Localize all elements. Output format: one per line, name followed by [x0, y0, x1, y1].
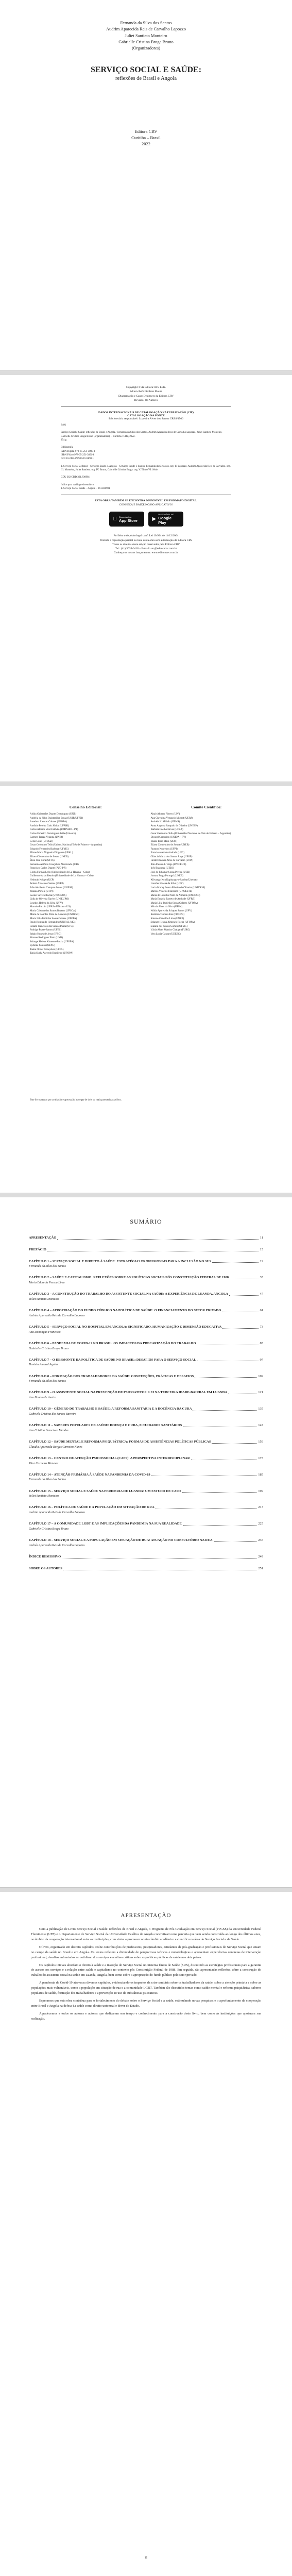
publisher-name: Editora CRV [134, 129, 158, 134]
publisher-city: Curitiba – Brasil [131, 134, 161, 140]
toc-entry-title: CAPÍTULO 7 – O DESMONTE DA POLÍTICA DE SAÚDE NO BRASIL: DESAFIOS PARA O SERVIÇO SOCIAL [29, 1358, 196, 1362]
toc-entry-title: CAPÍTULO 10 – GÊNERO DO TRABALHO E SAÚDE: A REFORMA SANITÁRIA E A DOCÊNCIA DA CURA [29, 1407, 192, 1411]
toc-leader-dots [156, 1505, 257, 1509]
toc-entry-author: Fernanda da Silva dos Santos [29, 1478, 66, 1482]
toc-entry-page: 61 [260, 1309, 263, 1313]
toc-entry-title: CAPÍTULO 9 – O ASSISTENTE SOCIAL NA PREVENÇÃO DE PSICOATIVOS: LEI NA TERCEIRA IDADE-BAIRRAL EM LUANDA [29, 1391, 228, 1395]
google-play-badge[interactable] [148, 512, 183, 527]
toc-entry-page: 135 [258, 1407, 263, 1411]
toc-entry-author: Ana Domingas Francisco [29, 1330, 61, 1334]
toc-entry-page: 47 [260, 1292, 263, 1296]
toc-entry-author: Daniela Amaral Aguiar [29, 1363, 58, 1367]
toc-entry-title: ÍNDICE REMISSIVO [29, 1555, 61, 1558]
toc-leader-dots [197, 1358, 259, 1362]
catalog-librarian: Bibliotecária responsável: Luzenira Alves dos Santos CRB9/1506 [109, 417, 183, 420]
toc-entry[interactable] [29, 1325, 263, 1334]
toc-entry-page: 225 [258, 1522, 263, 1526]
presentation-title: APRESENTAÇÃO [121, 1912, 171, 1919]
book-subtitle: reflexões de Brasil e Angola [115, 75, 177, 81]
toc-entry[interactable] [29, 1375, 263, 1384]
toc-leader-dots [182, 1489, 257, 1493]
toc-entry[interactable] [29, 1276, 263, 1285]
page-number: 11 [144, 2556, 148, 2560]
toc-leader-dots [212, 1260, 259, 1263]
toc-entry-title: CAPÍTULO 8 – FORMAÇÃO DOS TRABALHADORES DA SAÚDE: CONCEPÇÕES, PRÁTICAS E DESAFIOS [29, 1374, 194, 1378]
toc-entry-page: 15 [260, 1247, 263, 1251]
toc-entry[interactable] [29, 1555, 263, 1560]
editorial-council-title: Conselho Editorial: [69, 805, 102, 809]
play-icon: ▶ [152, 516, 157, 522]
toc-entry-title: CAPÍTULO 11 – SABERES POPULARES DE SAÚDE: DOENÇA E CURA, E CUIDADOS SANITÁRIOS [29, 1423, 182, 1428]
app-notice: CONHEÇA E BAIXE NOSSO APLICATIVO! [119, 503, 173, 507]
toc-entry[interactable] [29, 1309, 263, 1318]
badge-caption: DISPONÍVEL NO [158, 513, 175, 516]
toc-entry[interactable] [29, 1423, 263, 1433]
toc-entry-page: 121 [258, 1391, 263, 1395]
organizers-list [0, 20, 292, 52]
diagram-line: Diagramação e Capa: Designers da Editora CRV [118, 394, 174, 398]
app-badges [61, 512, 231, 527]
toc-entry-author: Ana Nambuele Ausiro [29, 1396, 56, 1400]
toc-entry-title: CAPÍTULO 2 – SAÚDE E CAPITALISMO: REFLEXÕES SOBRE AS POLÍTICAS SOCIAIS PÓS CONSTITUIÇÃO FEDERAL DE 1988 [29, 1276, 229, 1280]
toc-page [0, 1197, 292, 1888]
toc-entry-page: 249 [258, 1555, 263, 1558]
toc-entry-page: 251 [258, 1566, 263, 1570]
toc-entry-title: CAPÍTULO 18 – SERVIÇO SOCIAL E A POPULAÇÃO EM SITUAÇÃO DE RUA: ATUAÇÃO NO CONSULTÓRIO NA RUA [29, 1538, 213, 1543]
badge-store-name: App Store [115, 518, 134, 523]
toc-entry-author: Fernanda da Silva dos Santos [29, 1380, 66, 1383]
toc-entry-title: CAPÍTULO 14 – ATENÇÃO PRIMÁRIA À SAÚDE NA PANDEMIA DA COVID-19 [29, 1472, 150, 1477]
toc-entry-author: Juliet Santieto Monteiro [29, 1298, 59, 1301]
toc-entry-page: 159 [258, 1439, 263, 1444]
toc-leader-dots [197, 1342, 259, 1345]
copyright-page [0, 375, 292, 782]
editorial-council-members: Aldira Guimarães Duarte Domínguez (UNB) Andréia da Silva Quintanilha Sousa (UNIR/UFRN) Anselmo Alencar Colares (UFOPA) Antônio Pereira Gaio Júnior (UFRRJ) Carlos Alberto Vilar Estêvão (UMINHO – PT) Carlos Federico Dominguez Avila (Unieuro) Carmen Tereza Velanga (UNIR) Celso Conti (UFSCar) Cesar Gerónimo Tello (Univer. Nacional Três de Febrero – Argentina) Eduardo Fernandes Barbosa (UFMG) Elione Maria Nogueira Diogenes (UFAL) Elizeu Clementino de Souza (UNEB) Élsio José Corá (UFFS) Fernando Antônio Gonçalves Alcoforado (IPB) Francisco Carlos Duarte (PUC-PR) Gloria Fariñas León (Universidade de La Havana – Cuba) Guillermo Arias Beatón (Universidade de La Havana – Cuba) Helmuth Krüger (UCP) Jailson Alves dos Santos (UFRJ) João Adalberto Campato Junior (UNESP) Josania Portela (UFPI) Leonel Severo Rocha (UNISINOS) Lídia de Oliveira Xavier (UNIEURO) Lourdes Helena da Silva (UFV) Marcelo Paixão (UFRJ e UTexas – US) Maria Cristina dos Santos Bezerra (UFSCar) Maria de Lourdes Pinto de Almeida (UNOESC) Maria Lília Imbiriba Sousa Colares (UFOPA) Paulo Romualdo Hernandes (UNIFAL-MG) Renato Francisco dos Santos Paula (UFG) Rodrigo Pratte-Santos (UFES) Sérgio Nunes de Jesus (IFRO) Simone Rodrigues Pinto (UNB) Solange Helena Ximenes-Rocha (UFOPA) Sydione Santos (UEPG) Tadeu Oliver Gonçalves (UFPA) Tania Suely Azevedo Brasileiro (UFOPA) [30, 813, 102, 955]
toc-entry-page: 237 [258, 1538, 263, 1543]
toc-entry-author: Claudia Aparecida Borges Carneiro Nunes [29, 1445, 82, 1449]
paragraph: A pandemia de Covid-19 atravessa diversos capítulos, evidenciando os impactos da crise sanitária sobre os trabalhadores da saúde, sobre a atenção primária e sobre as populações mais vulneráveis, como a população em situação de rua e a comunidade LGBT. Também são discutidos temas como saúde mental e reforma psiquiátrica, saberes populares de saúde, formação dos trabalhadores e a prevenção ao uso de substâncias psicoativas. [31, 1981, 261, 1995]
scientific-committee-title: Comitê Científico: [191, 805, 222, 809]
toc-entry-page: 73 [260, 1325, 263, 1329]
revision-line: Revisão: Os Autores [134, 398, 158, 402]
toc-entry-title: PREFÁCIO [29, 1247, 46, 1251]
author-name: Juliet Santieto Monteiro [125, 32, 167, 38]
paragraph: Agradecemos a todos os autores e autoras que dedicaram seu tempo e conhecimento para a construção deste livro, bem como às instituições que apoiaram sua realização. [31, 2011, 261, 2021]
toc-entry[interactable] [29, 1260, 263, 1269]
publication-year: 2022 [142, 141, 150, 146]
digital-notice: ESTA OBRA TAMBÉM SE ENCONTRA DISPONÍVEL EM FORMATO DIGITAL. [95, 499, 197, 503]
toc-entry[interactable] [29, 1358, 263, 1367]
toc-list [29, 1236, 263, 1571]
toc-leader-dots [195, 1375, 257, 1378]
toc-leader-dots [230, 1276, 259, 1279]
toc-leader-dots [222, 1325, 259, 1329]
toc-entry-author: Andréa Aparecida Reis de Carvalho Lapozzo [29, 1314, 85, 1317]
scientific-committee [151, 805, 263, 956]
toc-leader-dots [193, 1407, 257, 1411]
toc-entry-author: Audrim Aparecida Reis de Carvalho Lapozzo [29, 1511, 85, 1515]
toc-entry-page: 97 [260, 1358, 263, 1362]
toc-entry-title: CAPÍTULO 15 – SERVIÇO SOCIAL E SAÚDE NA PERIFERIA DE LUANDA: UM ESTUDO DE CASO [29, 1489, 181, 1493]
toc-entry[interactable] [29, 1505, 263, 1515]
paragraph: Com a publicação de Livro Serviço Social e Saúde: reflexões de Brasil e Angola, o Programa de Pós-Graduação em Serviço Social (PPGSS) da Universidade Federal Fluminense (UFF) e o Departamento de Serviço Social da Universidade Católica de Angola concretizam uma parceria que vem sendo construída ao longo dos últimos anos, no âmbito da cooperação internacional entre as instituições, com vistas a promover o intercâmbio acadêmico e científico na área do Serviço Social e da Saúde. [31, 1927, 261, 1941]
toc-entry-title: CAPÍTULO 13 – CENTRO DE ATENÇÃO PSICOSSOCIAL (CAPS): A PERSPECTIVA INTERDISCIPLINAR [29, 1456, 190, 1460]
scientific-committee-members: Altair Alberto Fávero (UPF) Ana Chrystina Venancio Mignot (UERJ) Andréia N. Militão (UEMS) Anna Augusta Sampaio de Oliveira (UNESP) Barbara Coelho Neves (UFBA) Cesar Gerónimo Tello (Universidad Nacional de Três de Febrero – Argentina) Diosnel Centurion (UNIDA – PY) Eliane Rose Maio (UEM) Elizeu Clementino de Souza (UNEB) Fauston Negreiros (UFPI) Francisco Ari de Andrade (UFC) Gláucia Maria dos Santos Jorge (UFOP) Helder Buenos Aires de Carvalho (UFPI) Ilma Passos A. Veiga (UNICEUB) Inês Bragança (UERJ) José de Ribamar Sousa Pereira (UCB) Jussara Fraga Portugal (UNEB) Kilwangy Kya Kapitango-a-Samba (Unemat) Lourdes Helena da Silva (UFV) Lucia Marisy Souza Ribeiro de Oliveira (UNIVASF) Marcos Vinicius Francisco (UNOESTE) Maria de Lourdes Pinto de Almeida (UNOESC) Maria Eurácia Barreto de Andrade (UFRB) Maria Lília Imbiriba Sousa Colares (UFOPA) Márcia Alves da Silva (UFPel) Núbia Aparecida Schaper Santos (UFV) Romilda Teodora Ens (PUC-PR) Simone Carvalho Lima (UNEB) Solange Helena Ximenes-Rocha (UFOPA) Suzana dos Santos Gomes (UFMG) Vânia Alves Martins Chaigar (FURG) Vera Lucia Gaspar (UDESC) [150, 813, 231, 936]
legal-contact: Foi feito o depósito legal conf. Lei 10.994 de 14/12/2004 Proibida a reprodução parcial ou total desta obra sem autorização da Editora CRV Todos os direitos desta edição reservados pela Editora CRV Tel.: (41) 3039-6418 – E-mail: sac@editoracrv.com.br Conheça os nossos lançamentos: www.editoracrv.com.br [99, 534, 193, 555]
toc-entry-title: CAPÍTULO 5 – SERVIÇO SOCIAL NO HOSPITAL EM ANGOLA: SIGNIFICADO, HUMANIZAÇÃO E DIMENSÃO EDUCATIVA [29, 1325, 222, 1329]
author-name: Fernanda da Silva dos Santos [120, 20, 172, 25]
toc-entry[interactable] [29, 1407, 263, 1416]
toc-leader-dots [183, 1522, 257, 1526]
toc-entry[interactable] [29, 1342, 263, 1351]
toc-leader-dots [62, 1555, 257, 1558]
toc-entry-page: 11 [260, 1236, 263, 1240]
paragraph: O livro, organizado em dezoito capítulos, reúne contribuições de professores, pesquisadores, estudantes de pós-graduação e profissionais do Serviço Social que atuam no campo da saúde no Brasil e em Angola. Os textos refletem a diversidade de perspectivas teóricas e metodológicas e apresentam experiências concretas de intervenção profissional, desafios enfrentados no cotidiano dos serviços e análises críticas sobre as políticas públicas de saúde nos dois países. [31, 1945, 261, 1959]
editor-line: Editor-chefe: Railson Moura [129, 390, 163, 394]
paragraph: Os capítulos iniciais abordam o direito à saúde e a inserção do Serviço Social no Sistema Único de Saúde (SUS), discutindo as estratégias profissionais para a garantia de acesso aos serviços e a relação entre saúde e capitalismo no contexto pós Constituição Federal de 1988. Em seguida, são apresentadas reflexões sobre a construção do trabalho do assistente social na saúde em Luanda, Angola, bem como sobre a apropriação do fundo público pelo setor privado. [31, 1963, 261, 1977]
toc-entry-title: CAPÍTULO 17 – A COMUNIDADE LGBT E AS IMPLICAÇÕES DA PANDEMIA NA SUA REALIDADE [29, 1522, 182, 1526]
toc-entry-title: CAPÍTULO 6 – PANDEMIA DE COVID-19 NO BRASIL: OS IMPACTOS DA PRECARIZAÇÃO DO TRABALHO [29, 1341, 196, 1345]
toc-entry[interactable] [29, 1391, 263, 1400]
badge-caption: Disponível na [115, 515, 128, 518]
toc-entry-author: Maria Eduarda Pessoa Lima [29, 1281, 65, 1285]
toc-title: SUMÁRIO [130, 1218, 162, 1225]
toc-leader-dots [57, 1236, 259, 1240]
credits-block [61, 385, 231, 402]
toc-entry-title: CAPÍTULO 16 – POLÍTICA DE SAÚDE E A POPULAÇÃO EM SITUAÇÃO DE RUA [29, 1505, 154, 1510]
paragraph: Esperamos que esta obra contribua para o fortalecimento do debate sobre o Serviço Social e a saúde, estimulando novas pesquisas e o aprofundamento da cooperação entre Brasil e Angola na defesa da saúde como direito universal e dever do Estado. [31, 1999, 261, 2008]
toc-entry-title: APRESENTAÇÃO [29, 1236, 57, 1240]
toc-entry-title: CAPÍTULO 1 – SERVIÇO SOCIAL E DIREITO À SAÚDE: ESTRATÉGIAS PROFISSIONAIS PARA A INCLUSÃO NO SUS [29, 1259, 211, 1263]
peer-review-note: Este livro passou por avaliação e aprovação às cegas de dois ou mais pareceristas ad hoc. [30, 1099, 122, 1101]
app-store-badge[interactable] [109, 512, 144, 527]
presentation-body [31, 1927, 261, 2022]
badge-store-name: Google Play [158, 516, 172, 526]
toc-entry-page: 19 [260, 1259, 263, 1263]
toc-entry-page: 213 [258, 1505, 263, 1510]
book-title: SERVIÇO SOCIAL E SAÚDE: [90, 65, 202, 74]
toc-entry-author: Gabrielle Cristina Braga Bruno [29, 1528, 69, 1531]
presentation-page [0, 1892, 292, 2576]
toc-entry-page: 35 [260, 1276, 263, 1280]
council-page [0, 786, 292, 1193]
publisher-block [0, 129, 292, 147]
toc-entry-author: Gabrielle Cristina Braga Bruno [29, 1347, 69, 1350]
toc-entry-author: Fernanda da Silva dos Santos [29, 1265, 66, 1268]
toc-leader-dots [212, 1440, 257, 1444]
toc-entry-page: 199 [258, 1489, 263, 1493]
toc-leader-dots [151, 1473, 257, 1477]
toc-entry-author: Juliet Santieto Monteiro [29, 1495, 59, 1498]
organizers-label: (Organizadores) [131, 45, 161, 51]
toc-entry-title: SOBRE OS AUTORES [29, 1566, 62, 1570]
editorial-council [30, 805, 142, 956]
toc-leader-dots [222, 1309, 259, 1312]
toc-entry-title: CAPÍTULO 12 – SAÚDE MENTAL E REFORMA PSIQUIÁTRICA: FORMAS DE ASSISTÊNCIAS POLÍTICAS PÚBLICAS [29, 1439, 211, 1444]
toc-entry-author: Vitor Carneiro Meneses [29, 1462, 59, 1465]
toc-leader-dots [229, 1292, 259, 1296]
toc-entry[interactable] [29, 1248, 263, 1252]
toc-entry-title: CAPÍTULO 3 – A CONSTRUÇÃO DO TRABALHO DO ASSISTENTE SOCIAL NA SAÚDE: A EXPERIÊNCIA DE LUANDA, ANGOLA [29, 1292, 228, 1296]
toc-entry-title: CAPÍTULO 4 – APROPRIAÇÃO DO FUNDO PÚBLICO NA POLÍTICA DE SAÚDE: O FINANCIAMENTO DO SETOR PRIVADO [29, 1309, 221, 1313]
toc-leader-dots [183, 1423, 257, 1427]
toc-entry-author: Ana Cristina Francisco Mendes [29, 1429, 68, 1432]
toc-leader-dots [228, 1391, 257, 1394]
toc-entry[interactable] [29, 1538, 263, 1548]
divider [61, 406, 231, 407]
apple-icon [113, 516, 117, 522]
toc-leader-dots [47, 1248, 259, 1251]
title-page [0, 0, 292, 371]
toc-leader-dots [63, 1567, 257, 1570]
toc-entry[interactable] [29, 1522, 263, 1531]
author-name: Gabrielle Cristina Braga Bruno [118, 39, 174, 44]
toc-entry-author: Gabriela Cristina dos Santos Barreiro [29, 1413, 77, 1416]
toc-entry[interactable] [29, 1456, 263, 1466]
toc-entry-page: 85 [260, 1341, 263, 1345]
toc-entry[interactable] [29, 1236, 263, 1241]
toc-entry[interactable] [29, 1292, 263, 1301]
toc-leader-dots [214, 1538, 257, 1542]
author-name: Audrim Aparecida Reis de Carvalho Lapozzo [106, 26, 186, 32]
toc-leader-dots [191, 1456, 257, 1460]
toc-entry[interactable] [29, 1567, 263, 1571]
toc-entry-author: Andréa Aparecida Reis de Carvalho Lapozzo [29, 1544, 85, 1547]
toc-entry[interactable] [29, 1489, 263, 1499]
toc-entry-page: 173 [258, 1456, 263, 1460]
toc-entry-page: 109 [258, 1374, 263, 1378]
copyright-line: Copyright © da Editora CRV Ltda. [126, 386, 166, 389]
toc-entry-page: 185 [258, 1472, 263, 1477]
toc-entry[interactable] [29, 1473, 263, 1482]
catalog-heading: DADOS INTERNACIONAIS DE CATALOGAÇÃO NA PUBLICAÇÃO (CIP) CATALOGAÇÃO NA FONTE [98, 411, 194, 417]
catalog-record: S491 Serviço Social e Saúde: reflexões de Brasil e Angola / Fernanda da Silva dos Santos, Audrim Aparecida Reis de Carvalho Lapozzo, Juliet Santieto Monteiro, Gabrielle Cristina Braga Bruno (organizadoras). – Curitiba : CRV, 2022. 254 p. Bibliografia ISBN Digital 978-65-251-3890-1 ISBN Físico 978-65-251-3891-8 DOI 10.24824/978652513890.1 1. Serviço Social 2. Brasil – Serviços Saúde 3. Angola – Serviços Saúde I. Santos, Fernanda da Silva dos. org. II. Lapozzo, Audrim Aparecida Reis de Carvalho. org. III. Monteiro, Juliet Santieto. org. IV. Bruno, Gabrielle Cristina Braga. org. V. Título VI. Série. CDU 362 CDD 361.830981 Índice para catálogo sistemático 1. Serviço Social Saúde – Angola – 361.830981 [61, 423, 231, 490]
toc-entry-page: 147 [258, 1423, 263, 1428]
toc-entry[interactable] [29, 1440, 263, 1449]
